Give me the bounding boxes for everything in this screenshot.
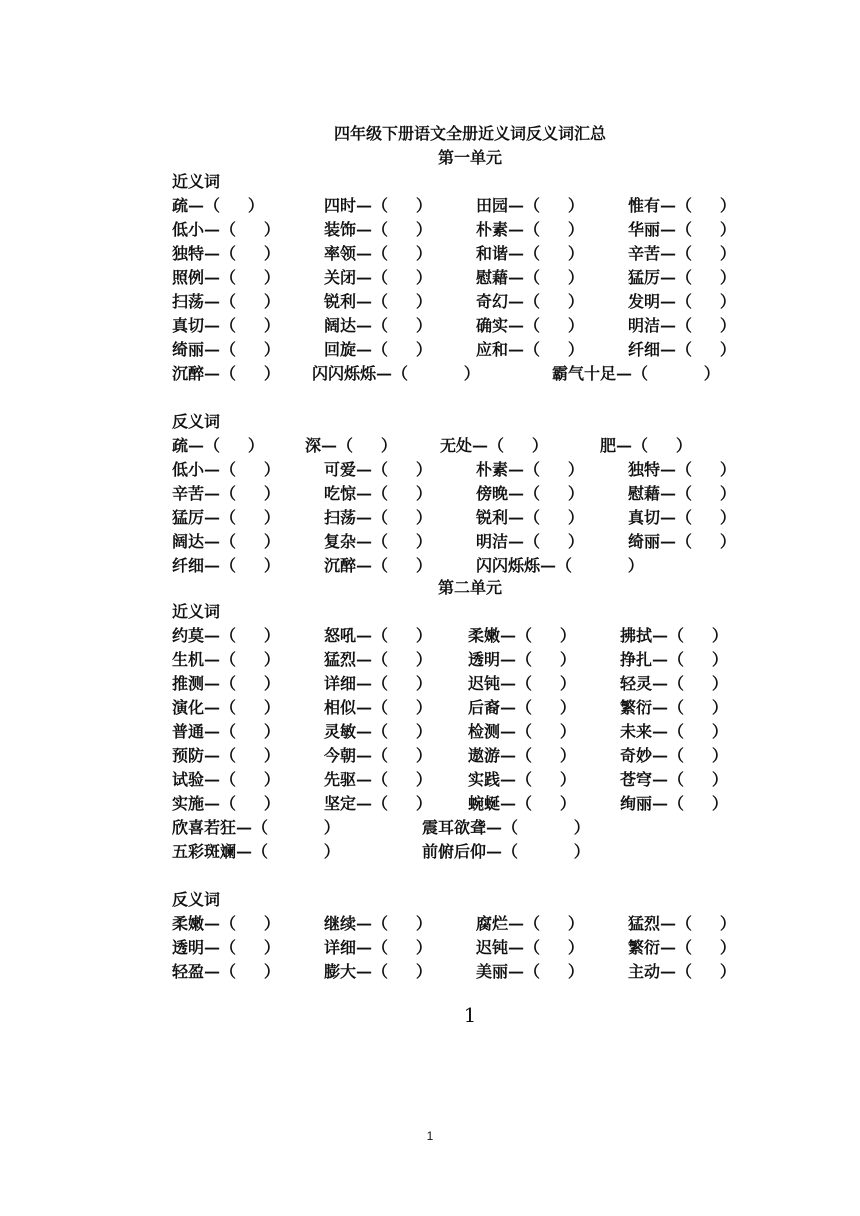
- table-row: [172, 362, 772, 386]
- word-item: 霸气十足—（ ）: [552, 364, 720, 383]
- word-item: 沉醉—（ ）: [324, 556, 432, 575]
- word-item: 今朝—（ ）: [324, 746, 432, 765]
- word-item: 柔嫩—（ ）: [172, 914, 280, 933]
- word-item: 慰藉—（ ）: [476, 268, 584, 287]
- unit-heading: 第二单元: [437, 578, 502, 597]
- footer-page-number: 1: [426, 1129, 434, 1143]
- word-item: 蜿蜒—（ ）: [468, 794, 576, 813]
- word-item: 挣扎—（ ）: [620, 650, 728, 669]
- word-item: 真切—（ ）: [628, 508, 736, 527]
- table-row: [172, 314, 772, 338]
- word-item: 轻灵—（ ）: [620, 674, 728, 693]
- word-item: 透明—（ ）: [172, 938, 280, 957]
- table-row: [172, 696, 772, 720]
- word-item: 迟钝—（ ）: [476, 938, 584, 957]
- table-row: [172, 482, 772, 506]
- word-item: 约莫—（ ）: [172, 626, 280, 645]
- word-item: 和谐—（ ）: [476, 244, 584, 263]
- word-item: 推测—（ ）: [172, 674, 280, 693]
- page-number: 1: [463, 1003, 477, 1027]
- word-item: 吃惊—（ ）: [324, 484, 432, 503]
- word-item: 美丽—（ ）: [476, 962, 584, 981]
- word-item: 绚丽—（ ）: [620, 794, 728, 813]
- word-item: 繁衍—（ ）: [628, 938, 736, 957]
- word-item: 率领—（ ）: [324, 244, 432, 263]
- table-row: [172, 720, 772, 744]
- word-item: 普通—（ ）: [172, 722, 280, 741]
- table-row: [172, 912, 772, 936]
- word-item: 可爱—（ ）: [324, 460, 432, 479]
- word-item: 闪闪烁烁—（ ）: [312, 364, 480, 383]
- word-item: 应和—（ ）: [476, 340, 584, 359]
- word-item: 猛厉—（ ）: [172, 508, 280, 527]
- word-item: 详细—（ ）: [324, 938, 432, 957]
- word-item: 深—（ ）: [305, 436, 397, 455]
- table-row: [172, 434, 772, 458]
- word-item: 独特—（ ）: [628, 460, 736, 479]
- word-item: 明洁—（ ）: [476, 532, 584, 551]
- word-item: 肥—（ ）: [600, 436, 692, 455]
- table-row: [172, 554, 772, 578]
- table-row: [172, 338, 772, 362]
- word-item: 轻盈—（ ）: [172, 962, 280, 981]
- table-row: [172, 242, 772, 266]
- unit-heading: 第一单元: [437, 148, 502, 167]
- word-item: 朴素—（ ）: [476, 220, 584, 239]
- word-item: 闪闪烁烁—（ ）: [476, 556, 644, 575]
- word-item: 锐利—（ ）: [476, 508, 584, 527]
- table-row: [172, 218, 772, 242]
- word-item: 扫荡—（ ）: [172, 292, 280, 311]
- word-item: 详细—（ ）: [324, 674, 432, 693]
- word-item: 确实—（ ）: [476, 316, 584, 335]
- section-label: 反义词: [172, 890, 221, 909]
- table-row: [172, 768, 772, 792]
- word-item: 低小—（ ）: [172, 460, 280, 479]
- table-row: [172, 624, 772, 648]
- word-item: 无处—（ ）: [440, 436, 548, 455]
- word-item: 先驱—（ ）: [324, 770, 432, 789]
- word-item: 实施—（ ）: [172, 794, 280, 813]
- document-title: 四年级下册语文全册近义词反义词汇总: [333, 124, 606, 143]
- word-item: 回旋—（ ）: [324, 340, 432, 359]
- word-item: 低小—（ ）: [172, 220, 280, 239]
- table-row: [172, 816, 772, 840]
- word-item: 猛烈—（ ）: [324, 650, 432, 669]
- word-item: 辛苦—（ ）: [628, 244, 736, 263]
- word-item: 怒吼—（ ）: [324, 626, 432, 645]
- word-item: 试验—（ ）: [172, 770, 280, 789]
- word-item: 装饰—（ ）: [324, 220, 432, 239]
- word-item: 五彩斑斓—（ ）: [172, 842, 340, 861]
- word-item: 照例—（ ）: [172, 268, 280, 287]
- word-item: 复杂—（ ）: [324, 532, 432, 551]
- word-item: 繁衍—（ ）: [620, 698, 728, 717]
- table-row: [172, 648, 772, 672]
- word-item: 关闭—（ ）: [324, 268, 432, 287]
- word-item: 猛厉—（ ）: [628, 268, 736, 287]
- word-item: 田园—（ ）: [476, 196, 584, 215]
- word-item: 发明—（ ）: [628, 292, 736, 311]
- word-item: 慰藉—（ ）: [628, 484, 736, 503]
- word-item: 四时—（ ）: [324, 196, 432, 215]
- word-item: 纤细—（ ）: [628, 340, 736, 359]
- word-item: 惟有—（ ）: [628, 196, 736, 215]
- table-row: [172, 840, 772, 864]
- word-item: 绮丽—（ ）: [172, 340, 280, 359]
- word-item: 灵敏—（ ）: [324, 722, 432, 741]
- word-item: 绮丽—（ ）: [628, 532, 736, 551]
- word-item: 遨游—（ ）: [468, 746, 576, 765]
- word-item: 后裔—（ ）: [468, 698, 576, 717]
- table-row: [172, 266, 772, 290]
- word-item: 锐利—（ ）: [324, 292, 432, 311]
- word-item: 震耳欲聋—（ ）: [422, 818, 590, 837]
- word-item: 预防—（ ）: [172, 746, 280, 765]
- table-row: [172, 506, 772, 530]
- word-item: 膨大—（ ）: [324, 962, 432, 981]
- table-row: [172, 672, 772, 696]
- word-item: 苍穹—（ ）: [620, 770, 728, 789]
- word-item: 生机—（ ）: [172, 650, 280, 669]
- word-item: 独特—（ ）: [172, 244, 280, 263]
- table-row: [172, 936, 772, 960]
- table-row: [172, 458, 772, 482]
- table-row: [172, 530, 772, 554]
- word-item: 纤细—（ ）: [172, 556, 280, 575]
- word-item: 迟钝—（ ）: [468, 674, 576, 693]
- word-item: 继续—（ ）: [324, 914, 432, 933]
- word-item: 检测—（ ）: [468, 722, 576, 741]
- word-item: 主动—（ ）: [628, 962, 736, 981]
- section-label: 近义词: [172, 602, 221, 621]
- table-row: [172, 792, 772, 816]
- word-item: 辛苦—（ ）: [172, 484, 280, 503]
- section-label: 反义词: [172, 412, 221, 431]
- table-row: [172, 194, 772, 218]
- word-item: 明洁—（ ）: [628, 316, 736, 335]
- table-row: [172, 960, 772, 984]
- word-item: 拂拭—（ ）: [620, 626, 728, 645]
- word-item: 疏—（ ）: [172, 196, 264, 215]
- word-item: 奇幻—（ ）: [476, 292, 584, 311]
- table-row: [172, 290, 772, 314]
- word-item: 前俯后仰—（ ）: [422, 842, 590, 861]
- word-item: 猛烈—（ ）: [628, 914, 736, 933]
- word-item: 相似—（ ）: [324, 698, 432, 717]
- word-item: 真切—（ ）: [172, 316, 280, 335]
- word-item: 沉醉—（ ）: [172, 364, 280, 383]
- word-item: 阔达—（ ）: [172, 532, 280, 551]
- word-item: 扫荡—（ ）: [324, 508, 432, 527]
- word-item: 柔嫩—（ ）: [468, 626, 576, 645]
- word-item: 阔达—（ ）: [324, 316, 432, 335]
- word-item: 透明—（ ）: [468, 650, 576, 669]
- section-label: 近义词: [172, 172, 221, 191]
- word-item: 坚定—（ ）: [324, 794, 432, 813]
- word-item: 未来—（ ）: [620, 722, 728, 741]
- table-row: [172, 744, 772, 768]
- word-item: 朴素—（ ）: [476, 460, 584, 479]
- word-item: 演化—（ ）: [172, 698, 280, 717]
- word-item: 傍晚—（ ）: [476, 484, 584, 503]
- word-item: 欣喜若狂—（ ）: [172, 818, 340, 837]
- word-item: 腐烂—（ ）: [476, 914, 584, 933]
- word-item: 奇妙—（ ）: [620, 746, 728, 765]
- word-item: 实践—（ ）: [468, 770, 576, 789]
- word-item: 华丽—（ ）: [628, 220, 736, 239]
- word-item: 疏—（ ）: [172, 436, 264, 455]
